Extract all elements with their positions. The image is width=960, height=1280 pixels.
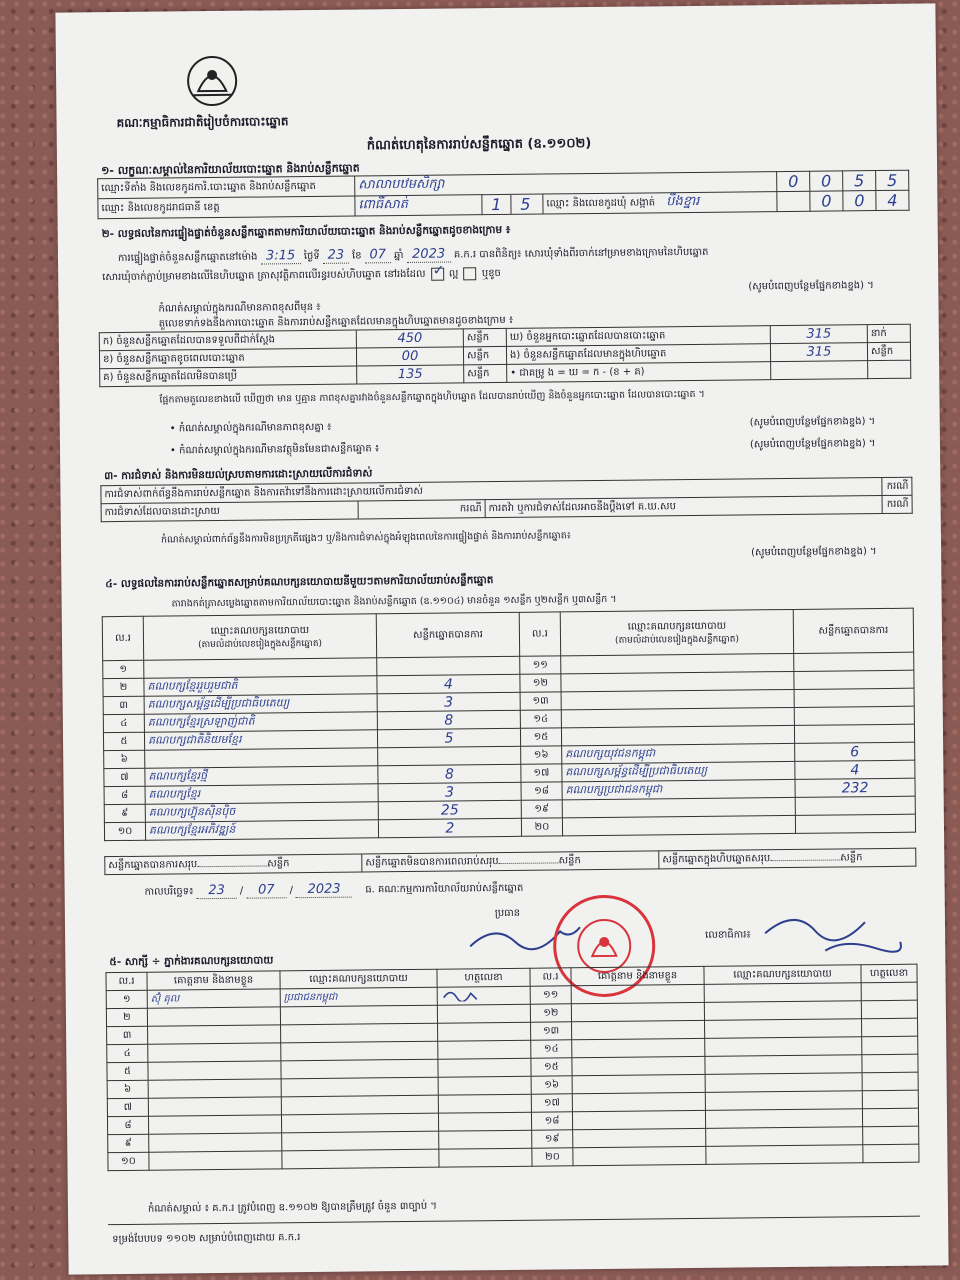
witness-no: ១៧ bbox=[531, 1094, 572, 1112]
total-box-label: សន្លឹកឆ្នោតក្នុងហិបឆ្នោតសរុប bbox=[662, 853, 771, 866]
witness-sign bbox=[863, 1126, 919, 1145]
results-table bbox=[102, 608, 916, 841]
col-no: ល.រ bbox=[519, 612, 560, 656]
party-name bbox=[562, 815, 795, 835]
form-title: កំណត់ហេតុនៃការរាប់សន្លឹកឆ្នោត (ឧ.១១០២) bbox=[366, 136, 592, 154]
witness-name: ស៊ុំ គុល bbox=[147, 989, 280, 1008]
witness-sign bbox=[438, 1022, 531, 1041]
row-no: ១៥ bbox=[520, 728, 561, 746]
commune-code-digit: 0 bbox=[810, 191, 843, 211]
party-name: គណបក្សប្រជាជនកម្ពុជា bbox=[562, 779, 795, 799]
witness-name bbox=[572, 1110, 705, 1129]
witness-name bbox=[148, 1115, 281, 1134]
figure-value2: 315 bbox=[770, 325, 867, 344]
vote-count: 6 bbox=[795, 742, 915, 761]
month-label: ខែ bbox=[352, 250, 362, 262]
witness-party bbox=[706, 1127, 863, 1147]
date-day: 23 bbox=[197, 883, 237, 899]
witness-sign bbox=[437, 1004, 530, 1023]
witness-party bbox=[704, 983, 861, 1003]
commune-code-digit: 0 bbox=[843, 191, 876, 211]
col-party bbox=[560, 609, 793, 655]
witness-no: ១០ bbox=[108, 1152, 149, 1170]
witness-name bbox=[571, 984, 704, 1003]
w-col-party: ឈ្មោះគណបក្សនយោបាយ bbox=[704, 965, 861, 985]
witness-party bbox=[281, 1113, 438, 1133]
vote-count: 4 bbox=[795, 760, 915, 779]
witness-no: ៦ bbox=[107, 1080, 148, 1098]
witness-no: ៣ bbox=[107, 1026, 148, 1044]
witness-party bbox=[705, 1073, 862, 1093]
witness-no: ១១ bbox=[530, 986, 571, 1004]
witness-sign bbox=[862, 1072, 918, 1091]
figure-label2: • ជាគម្រូ ង = ឃ = ក - (ខ + គ) bbox=[507, 362, 771, 383]
total-valid bbox=[105, 854, 362, 875]
figure-unit2: នាក់ bbox=[867, 324, 910, 342]
witness-party bbox=[280, 1005, 437, 1025]
figure-label: ខ) ចំនួនសន្លឹកឆ្នោតខូចពេលបោះឆ្នោត bbox=[99, 348, 356, 369]
total-invalid-label: សន្លឹកឆ្នោតមិនបានការពេលរាប់សរុប bbox=[365, 856, 499, 869]
fill-note: (សូមបំពេញបន្ថែមផ្នែកខាងខ្នង) ។ bbox=[749, 416, 876, 429]
location-value: សាលាបឋមសិក្សា bbox=[355, 172, 777, 196]
figure-value: 00 bbox=[356, 347, 463, 366]
row-no: ១០ bbox=[104, 822, 145, 840]
witness-party bbox=[705, 1055, 862, 1075]
witness-sign bbox=[438, 1058, 531, 1077]
witness-sign bbox=[439, 1130, 532, 1149]
tally-sheet-note: តារាងកត់ត្រាសម្លេងឆ្នោតតាមការិយាល័យបោះឆ្នោត និងរាប់សន្លឹកឆ្នោត (ឧ.១១០៤) មានចំនួន ១សន្លឹក ឬ២សន្លឹក ឬ៣សន្លឹក ។ bbox=[171, 593, 617, 610]
row-no: ១៩ bbox=[521, 800, 562, 818]
commune-cell bbox=[543, 192, 777, 214]
row-no: ៤ bbox=[103, 714, 144, 732]
witness-party bbox=[281, 1077, 438, 1097]
witness-sign bbox=[861, 1018, 917, 1037]
figure-value: 135 bbox=[357, 365, 464, 384]
seal-text: សោរឃុំចាក់ភ្ជាប់ម្រាមខាងលើនៃហិបឆ្នោត ត្រាសុវត្ថិភាពលើរន្ធរបស់ហិបឆ្នោត នៅរងដែល bbox=[102, 268, 426, 284]
witness-party bbox=[281, 1041, 438, 1061]
row-no: ៣ bbox=[103, 696, 144, 714]
party-name: គណបក្សសម្ព័ន្ធដើម្បីប្រជាធិបតេយ្យ bbox=[562, 761, 795, 781]
total-box bbox=[659, 848, 916, 869]
row-no: ១៤ bbox=[520, 710, 561, 728]
check-year: 2023 bbox=[407, 247, 451, 263]
form-footer: ទម្រង់បែបបទ ១១០២ សម្រាប់បំពេញដោយ គ.ក.រ bbox=[112, 1232, 301, 1246]
commune-label: ឈ្មោះ និងលេខកូដឃុំ សង្កាត់ bbox=[546, 197, 656, 210]
witness-no: ៨ bbox=[107, 1116, 148, 1134]
witness-name bbox=[149, 1151, 282, 1170]
witness-party bbox=[281, 1023, 438, 1043]
form-sheet bbox=[55, 3, 948, 1274]
bullet-discrepancy: • កំណត់សម្គាល់ក្នុងករណីមានភាពខុសគ្នា ៖ bbox=[169, 421, 332, 435]
witness-sign bbox=[861, 1000, 917, 1019]
witness-remark: កំណត់សម្គាល់ ៖ គ.ក.រ ត្រូវបំពេញ ឧ.១១០២ ឱ្យបានត្រឹមត្រូវ ចំនួន ៣ច្បាប់ ។ bbox=[147, 1200, 437, 1215]
witness-no: ១២ bbox=[530, 1004, 571, 1022]
row-no: ៥ bbox=[103, 732, 144, 750]
witness-party bbox=[706, 1145, 863, 1165]
day-label: ថ្ងៃទី bbox=[303, 250, 320, 263]
party-name: គណបក្សខ្មែរថ្មី bbox=[145, 766, 378, 786]
province-code-digit: 1 bbox=[482, 195, 511, 214]
row-no: ១២ bbox=[520, 674, 561, 692]
witness-name bbox=[148, 1061, 281, 1080]
check-time-line bbox=[118, 244, 709, 266]
fill-note: (សូមបំពេញបន្ថែមផ្នែកខាងខ្នង) ។ bbox=[748, 280, 874, 293]
witness-sign bbox=[863, 1144, 919, 1163]
code-digit: 0 bbox=[777, 171, 810, 191]
witness-party bbox=[705, 1019, 862, 1039]
seal-line bbox=[102, 262, 501, 285]
appeal-label: ការតវ៉ា ឬការជំទាស់ដែលអាចនឹងប្តឹងទៅ គ.ឃ.សប bbox=[485, 496, 882, 518]
fill-note: (សូមបំពេញបន្ថែមផ្នែកខាងខ្នង) ។ bbox=[751, 546, 877, 559]
w-col-name: គោត្តនាម និងនាមខ្លួន bbox=[571, 966, 704, 985]
year-label: ឆ្នាំ bbox=[393, 250, 404, 262]
col-party-label: ឈ្មោះគណបក្សនយោបាយ bbox=[627, 620, 727, 633]
party-name: គណបក្សសម្ព័ន្ធដើម្បីប្រជាធិបតេយ្យ bbox=[144, 694, 377, 714]
section1-table bbox=[97, 170, 909, 220]
nec-emblem-icon bbox=[184, 51, 241, 112]
objections-table bbox=[100, 477, 912, 523]
witness-name bbox=[572, 1092, 705, 1111]
figures-intro: តួលេខទាក់ទងនឹងការបោះឆ្នោត និងការរាប់សន្លឹកឆ្នោតដែលមានក្នុងហិបឆ្នោតមានដូចខាងក្រោម ៖ bbox=[158, 314, 514, 330]
remark-label: កំណត់សម្គាល់ក្នុងករណីមានភាពខុសពីមុន ៖ bbox=[158, 301, 321, 315]
case-unit: ករណី bbox=[882, 477, 912, 495]
province-value: ពោធិ៍សាត់ bbox=[355, 195, 482, 216]
date-month: 07 bbox=[246, 882, 286, 898]
witness-sign bbox=[438, 1094, 531, 1113]
party-name: គណបក្សខ្មែររួបរួមជាតិ bbox=[144, 676, 377, 696]
party-name: គណបក្សខ្មែរ bbox=[145, 784, 378, 804]
witness-no: ២ bbox=[106, 1008, 147, 1026]
unit: សន្លឹក bbox=[267, 858, 290, 870]
chair-label: ប្រធាន bbox=[494, 907, 521, 920]
committee-name: គណៈកម្មាធិការជាតិរៀបចំការបោះឆ្នោត bbox=[116, 114, 289, 131]
witness-name bbox=[148, 1079, 281, 1098]
secretary-label: លេខាធិការ៖ bbox=[705, 929, 751, 941]
col-party bbox=[143, 614, 376, 660]
row-no: ៦ bbox=[104, 750, 145, 768]
w-col-party: ឈ្មោះគណបក្សនយោបាយ bbox=[280, 969, 437, 989]
figure-unit: សន្លឹក bbox=[464, 364, 507, 382]
vote-count: 25 bbox=[378, 800, 521, 819]
col-party-sub: (តាមលំដាប់លេខរៀងក្នុងសន្លឹកឆ្នោត) bbox=[198, 638, 323, 650]
vote-count bbox=[378, 746, 521, 765]
figures-table bbox=[99, 324, 912, 388]
witness-name bbox=[573, 1146, 706, 1165]
commune-code-digit: 4 bbox=[876, 190, 909, 210]
check-time-prefix: ការផ្ទៀងផ្ទាត់ចំនួនសន្លឹកឆ្នោតនៅម៉ោង bbox=[117, 251, 258, 265]
section1-title: ១- លក្ខណៈសម្គាល់នៃការិយាល័យបោះឆ្នោត និងរាប់សន្លឹកឆ្នោត bbox=[101, 161, 360, 178]
witness-no: ១៤ bbox=[531, 1040, 572, 1058]
empty-cell bbox=[777, 191, 810, 211]
witness-name bbox=[149, 1133, 282, 1152]
check-day: 23 bbox=[323, 248, 349, 264]
witness-no: ២០ bbox=[532, 1148, 573, 1166]
unit: សន្លឹក bbox=[840, 852, 863, 864]
code-digit: 5 bbox=[843, 171, 876, 191]
secretary-signature-icon bbox=[755, 902, 906, 964]
witness-sign bbox=[439, 1148, 532, 1167]
w-col-no: ល.រ bbox=[530, 968, 571, 986]
witness-no: ១៨ bbox=[531, 1112, 572, 1130]
party-name: គណបក្សខ្មែរអភិវឌ្ឍន៍ bbox=[145, 820, 378, 840]
witness-no: ១ bbox=[106, 990, 147, 1008]
witness-no: ១៣ bbox=[531, 1022, 572, 1040]
witness-party bbox=[281, 1095, 438, 1115]
province-label: ឈ្មោះ និងលេខកូដរាជធានី ខេត្ត bbox=[98, 196, 355, 219]
irregularity-remark: កំណត់សម្គាល់ពាក់ព័ន្ធនឹងការមិនប្រក្រតីផ្សេងៗ ឬ/និងការជំទាស់ក្នុងអំឡុងពេលនៃការផ្ទៀងផ្ទាត់ និងការរាប់សន្លឹកឆ្នោត៖ bbox=[160, 530, 571, 546]
witness-sign bbox=[862, 1090, 918, 1109]
total-invalid bbox=[362, 851, 659, 872]
check-time-suffix: គ.ក.រ បានពិនិត្យ៖ សោរឃុំទាំងពីរចាក់នៅម្រាមខាងក្រោមនៃហិបឆ្នោត bbox=[453, 246, 709, 261]
check-time: 3:15 bbox=[261, 248, 301, 264]
row-no: ១៧ bbox=[521, 764, 562, 782]
witness-no: ១៩ bbox=[532, 1130, 573, 1148]
witness-no: ៧ bbox=[107, 1098, 148, 1116]
row-no: ១៨ bbox=[521, 782, 562, 800]
col-party-sub: (តាមលំដាប់លេខរៀងក្នុងសន្លឹកឆ្នោត) bbox=[614, 634, 740, 646]
col-no: ល.រ bbox=[102, 616, 143, 660]
witness-sign bbox=[861, 982, 917, 1001]
witness-sign bbox=[438, 1076, 531, 1095]
good-checkbox[interactable]: ✓ bbox=[431, 267, 444, 280]
party-name: គណបក្សជាតិនិយមខ្មែរ bbox=[144, 730, 377, 750]
witness-table bbox=[105, 964, 919, 1171]
figure-unit: សន្លឹក bbox=[463, 328, 506, 346]
figure-value2: 315 bbox=[770, 343, 867, 362]
witness-no: ៩ bbox=[108, 1134, 149, 1152]
date-label: កាលបរិច្ឆេទ៖ bbox=[144, 886, 194, 898]
witness-no: ១៥ bbox=[531, 1058, 572, 1076]
witness-name bbox=[572, 1074, 705, 1093]
vote-count: 232 bbox=[795, 778, 915, 797]
signers-label: ធ. គណៈកម្មការការិយាល័យរាប់សន្លឹកឆ្នោត bbox=[365, 882, 524, 896]
discrepancy-check: ផ្អែកតាមតួលេខខាងលើ ឃើញថា មាន ឬគ្មាន ភាពខុសគ្នារវាងចំនួនសន្លឹកឆ្នោតក្នុងហិបឆ្នោត ដែលបានរាប់ឃើញ និងចំនួនអ្នកបោះឆ្នោត ដែលបានបោះឆ្នោត ។ bbox=[159, 388, 705, 406]
section3-title: ៣- ការជំទាស់ និងការមិនយល់ស្របតាមការដោះស្រាយលើការជំទាស់ bbox=[104, 467, 373, 483]
vote-count bbox=[794, 724, 914, 743]
witness-party bbox=[705, 1109, 862, 1129]
witness-sign bbox=[862, 1108, 918, 1127]
witness-party: ប្រជាជនកម្ពុជា bbox=[280, 987, 437, 1007]
section2-title: ២- លទ្ធផលនៃការផ្ទៀងផ្ទាត់ចំនួនសន្លឹកឆ្នោតតាមការិយាល័យបោះឆ្នោត និងរាប់សន្លឹកឆ្នោតដូចខាងក្រោម ៖ bbox=[101, 223, 511, 241]
section4-title: ៤- លទ្ធផលនៃការរាប់សន្លឹកឆ្នោតសម្រាប់គណបក្សនយោបាយនីមួយៗតាមការិយាល័យរាប់សន្លឹកឆ្នោត bbox=[105, 574, 494, 591]
code-digit: 5 bbox=[876, 170, 909, 190]
vote-count: 8 bbox=[377, 710, 520, 729]
not-good-checkbox[interactable] bbox=[464, 267, 477, 280]
section5-title: ៥- សាក្សី ÷ ភ្នាក់ងារគណបក្សនយោបាយ bbox=[109, 954, 274, 969]
witness-sign bbox=[437, 986, 530, 1005]
w-col-name: គោត្តនាម និងនាមខ្លួន bbox=[147, 971, 280, 990]
vote-count: 3 bbox=[377, 692, 520, 711]
date-line: កាលបរិច្ឆេទ៖ 23 / 07 / 2023 ធ. គណៈកម្មការការិយាល័យរាប់សន្លឹកឆ្នោត bbox=[144, 881, 524, 899]
figure-value2 bbox=[771, 361, 868, 380]
vote-count: 2 bbox=[378, 818, 521, 837]
witness-name bbox=[572, 1056, 705, 1075]
row-no: ១៦ bbox=[521, 746, 562, 764]
vote-count bbox=[794, 652, 914, 671]
check-month: 07 bbox=[365, 247, 391, 263]
resolved-label: ការជំទាស់ដែលបានដោះស្រាយ bbox=[101, 501, 358, 522]
witness-sign bbox=[438, 1040, 531, 1059]
vote-count bbox=[794, 670, 914, 689]
vote-count bbox=[795, 796, 915, 815]
witness-party bbox=[282, 1149, 439, 1169]
witness-name bbox=[572, 1038, 705, 1057]
witness-party bbox=[282, 1131, 439, 1151]
unit: សន្លឹក bbox=[558, 855, 581, 867]
totals-table bbox=[104, 848, 916, 876]
vote-count: 5 bbox=[377, 728, 520, 747]
figure-label2: ង) ចំនួនសន្លឹកឆ្នោតដែលមានក្នុងហិបឆ្នោត bbox=[506, 344, 770, 365]
province-code-digit: 5 bbox=[520, 194, 531, 214]
witness-signature-icon bbox=[441, 987, 481, 1001]
witness-party bbox=[705, 1091, 862, 1111]
row-no: ៨ bbox=[104, 786, 145, 804]
case-unit: ករណី bbox=[882, 495, 912, 513]
figure-label: ក) ចំនួនសន្លឹកឆ្នោតដែលបានទទួលពីជាក់ស្តែង bbox=[99, 330, 356, 351]
col-votes: សន្លឹកឆ្នោតបានការ bbox=[793, 608, 913, 653]
vote-count bbox=[795, 814, 915, 833]
objection-row-label: ការជំទាស់ពាក់ព័ន្ធនឹងការរាប់សន្លឹកឆ្នោត និងការតវ៉ាទៅនឹងការដោះស្រាយលើការជំទាស់ bbox=[101, 478, 882, 504]
witness-party bbox=[704, 1001, 861, 1021]
witness-no: ៥ bbox=[107, 1062, 148, 1080]
witness-no: ១៦ bbox=[531, 1076, 572, 1094]
witness-name bbox=[148, 1043, 281, 1062]
vote-count: 4 bbox=[377, 674, 520, 693]
party-name: គណបក្សខ្មែរស្រឡាញ់ជាតិ bbox=[144, 712, 377, 732]
w-col-no: ល.រ bbox=[106, 972, 147, 990]
witness-party bbox=[705, 1037, 862, 1057]
commune-value: បឹងខ្នារ bbox=[666, 193, 700, 210]
vote-count bbox=[794, 688, 914, 707]
vote-count bbox=[794, 706, 914, 725]
witness-sign bbox=[862, 1054, 918, 1073]
party-name: គណបក្សហ៊្វុនស៊ិនប៉ិច bbox=[145, 802, 378, 822]
w-col-sign: ហត្ថលេខា bbox=[437, 968, 530, 987]
col-party-label: ឈ្មោះគណបក្សនយោបាយ bbox=[210, 624, 310, 637]
case-unit: ករណី bbox=[358, 500, 485, 519]
location-label: ឈ្មោះទីតាំង និងលេខកូដការិ.បោះឆ្នោត និងរាប់សន្លឹកឆ្នោត bbox=[98, 176, 355, 199]
witness-sign bbox=[438, 1112, 531, 1131]
figure-unit2: សន្លឹក bbox=[867, 342, 910, 360]
vote-count: 3 bbox=[378, 782, 521, 801]
witness-name bbox=[573, 1128, 706, 1147]
row-no: ៩ bbox=[104, 804, 145, 822]
vote-count bbox=[377, 656, 520, 675]
w-col-sign: ហត្ថលេខា bbox=[861, 964, 917, 983]
row-no: ២០ bbox=[521, 818, 562, 836]
witness-sign bbox=[862, 1036, 918, 1055]
witness-no: ៤ bbox=[107, 1044, 148, 1062]
witness-name bbox=[147, 1007, 280, 1026]
figure-label: គ) ចំនួនសន្លឹកឆ្នោតដែលមិនបានប្រើ bbox=[100, 366, 357, 387]
witness-name bbox=[571, 1002, 704, 1021]
vote-count: 8 bbox=[378, 764, 521, 783]
good-label: ល្អ bbox=[448, 268, 459, 280]
date-year: 2023 bbox=[296, 882, 352, 899]
witness-party bbox=[281, 1059, 438, 1079]
figure-label2: ឃ) ចំនួនអ្នកបោះឆ្នោតដែលបានបោះឆ្នោត bbox=[506, 326, 770, 347]
row-no: ១ bbox=[103, 660, 144, 678]
figure-value: 450 bbox=[356, 329, 463, 348]
not-good-label: ឬខូច bbox=[481, 267, 501, 280]
witness-name bbox=[148, 1097, 281, 1116]
figure-unit: សន្លឹក bbox=[463, 346, 506, 364]
code-digit: 0 bbox=[810, 171, 843, 191]
party-name: គណបក្សយុវជនកម្ពុជា bbox=[562, 743, 795, 763]
fill-note: (សូមបំពេញបន្ថែមផ្នែកខាងខ្នង) ។ bbox=[749, 438, 876, 451]
row-no: ១១ bbox=[520, 656, 561, 674]
total-valid-label: សន្លឹកឆ្នោតបានការសរុប bbox=[108, 859, 198, 872]
bullet-foreign-objects: • កំណត់សម្គាល់ក្នុងករណីមានវត្ថុមិនមែនជាសន្លឹកឆ្នោត ៖ bbox=[169, 443, 380, 457]
witness-name bbox=[148, 1025, 281, 1044]
figure-unit2 bbox=[868, 360, 911, 378]
row-no: ២ bbox=[103, 678, 144, 696]
col-votes: សន្លឹកឆ្នោតបានការ bbox=[376, 612, 519, 657]
row-no: ៧ bbox=[104, 768, 145, 786]
row-no: ១៣ bbox=[520, 692, 561, 710]
witness-name bbox=[572, 1020, 705, 1039]
